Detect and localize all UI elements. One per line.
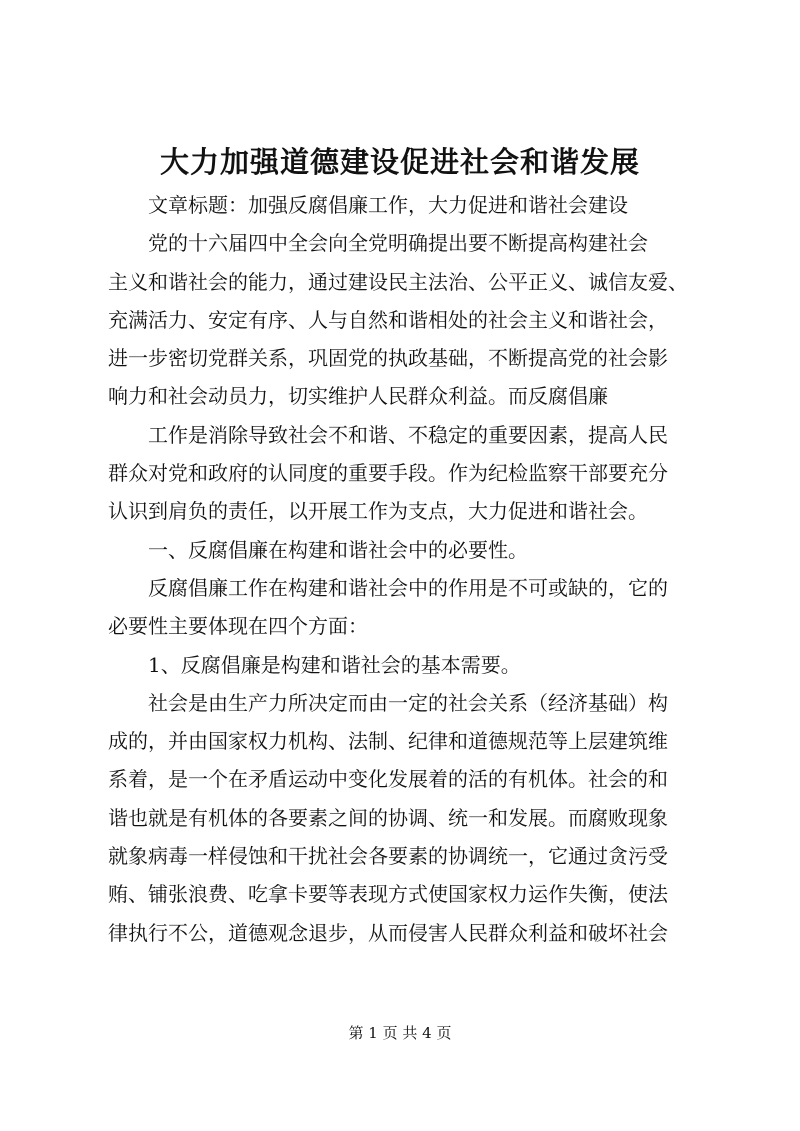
body-line: 群众对党和政府的认同度的重要手段。作为纪检监察干部要充分 — [108, 461, 668, 486]
body-line: 进一步密切党群关系，巩固党的执政基础，不断提高党的社会影 — [108, 346, 668, 371]
body-line: 贿、铺张浪费、吃拿卡要等表现方式使国家权力运作失衡，使法 — [108, 882, 668, 907]
body-line: 响力和社会动员力，切实维护人民群众利益。而反腐倡廉 — [108, 384, 608, 409]
body-line: 充满活力、安定有序、人与自然和谐相处的社会主义和谐社会， — [108, 307, 668, 332]
body-line: 党的十六届四中全会向全党明确提出要不断提高构建社会 — [148, 231, 648, 256]
body-line: 系着，是一个在矛盾运动中变化发展着的活的有机体。社会的和 — [108, 767, 668, 792]
body-line: 1、反腐倡廉是构建和谐社会的基本需要。 — [148, 652, 521, 677]
body-line: 就象病毒一样侵蚀和干扰社会各要素的协调统一，它通过贪污受 — [108, 844, 668, 869]
body-line: 认识到肩负的责任，以开展工作为支点，大力促进和谐社会。 — [108, 499, 648, 524]
page-footer: 第 1 页 共 4 页 — [348, 1024, 452, 1042]
document-title: 大力加强道德建设促进社会和谐发展 — [159, 145, 640, 179]
body-line: 文章标题：加强反腐倡廉工作，大力促进和谐社会建设 — [148, 193, 628, 217]
body-line: 社会是由生产力所决定而由一定的社会关系（经济基础）构 — [148, 690, 668, 715]
body-line: 一、反腐倡廉在构建和谐社会中的必要性。 — [148, 537, 528, 562]
body-line: 必要性主要体现在四个方面： — [108, 614, 368, 639]
body-line: 工作是消除导致社会不和谐、不稳定的重要因素，提高人民 — [148, 422, 668, 447]
body-line: 谐也就是有机体的各要素之间的协调、统一和发展。而腐败现象 — [108, 805, 668, 830]
body-line: 主义和谐社会的能力，通过建设民主法治、公平正义、诚信友爱、 — [108, 269, 688, 294]
body-line: 律执行不公，道德观念退步，从而侵害人民群众利益和破坏社会 — [108, 920, 668, 945]
body-line: 成的，并由国家权力机构、法制、纪律和道德规范等上层建筑维 — [108, 729, 668, 754]
document-body — [108, 186, 700, 952]
body-line: 反腐倡廉工作在构建和谐社会中的作用是不可或缺的，它的 — [148, 575, 668, 600]
